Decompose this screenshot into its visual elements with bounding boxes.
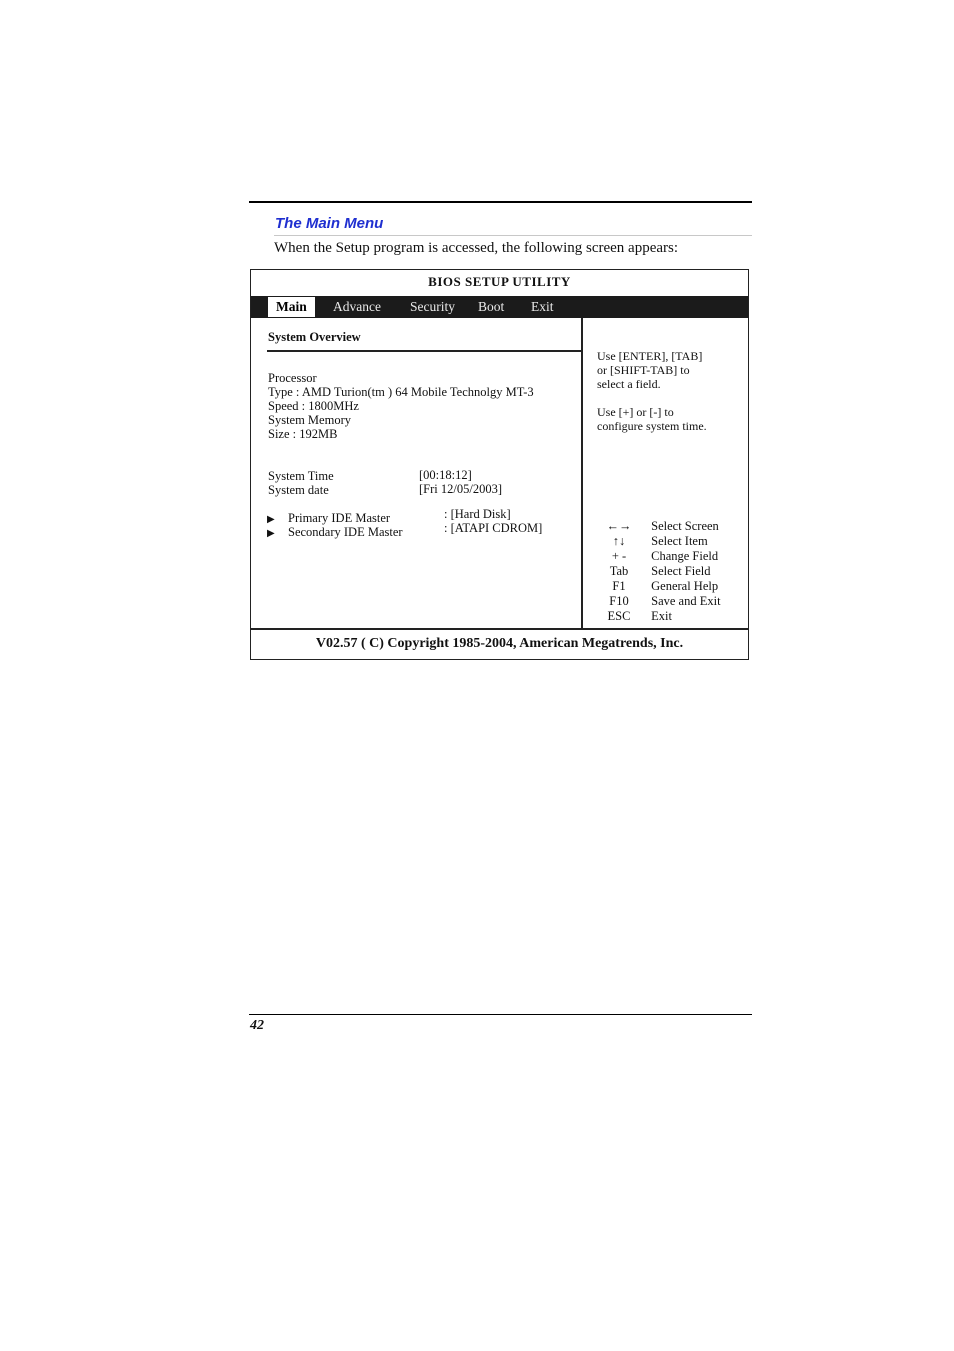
key-action: Exit xyxy=(651,609,672,623)
key-action: Select Field xyxy=(651,564,711,578)
bios-menu-bar xyxy=(251,296,748,318)
panel-divider-vertical xyxy=(581,318,583,629)
processor-type: Type : AMD Turion(tm ) 64 Mobile Technolgy MT-3 xyxy=(268,385,534,399)
primary-submenu-arrow-icon: ▶ xyxy=(267,514,275,525)
key-label: F10 xyxy=(609,594,629,608)
key-action: Select Screen xyxy=(651,519,719,533)
help-line-2: or [SHIFT-TAB] to xyxy=(597,363,690,377)
processor-label: Processor xyxy=(268,371,317,385)
tab-boot[interactable]: Boot xyxy=(478,299,505,314)
system-memory-label: System Memory xyxy=(268,413,351,427)
left-right-arrows-icon: ←→ xyxy=(606,519,632,533)
title-underline xyxy=(274,235,752,236)
secondary-submenu-arrow-icon: ▶ xyxy=(267,528,275,539)
help-line-3: select a field. xyxy=(597,377,661,391)
key-row-select-field xyxy=(601,564,711,579)
key-row-save-exit xyxy=(601,594,721,609)
tab-advance[interactable]: Advance xyxy=(333,299,381,314)
tab-security[interactable]: Security xyxy=(410,299,455,314)
key-row-change-field xyxy=(601,549,718,564)
help-line-5: configure system time. xyxy=(597,419,707,433)
bios-title: BIOS SETUP UTILITY xyxy=(428,274,571,289)
key-action: General Help xyxy=(651,579,719,593)
system-time-value[interactable]: [00:18:12] xyxy=(419,468,472,482)
primary-ide-master-value: : [Hard Disk] xyxy=(444,507,511,521)
key-row-select-screen xyxy=(601,519,719,534)
primary-ide-master-label[interactable]: Primary IDE Master xyxy=(288,511,391,525)
key-row-exit xyxy=(601,609,672,624)
intro-text: When the Setup program is accessed, the following screen appears: xyxy=(274,240,679,256)
bios-copyright-footer: V02.57 ( C) Copyright 1985-2004, American Megatrends, Inc. xyxy=(315,636,684,651)
bios-screen xyxy=(250,269,749,660)
system-date-label: System date xyxy=(268,483,329,497)
key-action: Save and Exit xyxy=(651,594,721,608)
top-rule xyxy=(249,201,752,203)
key-label: F1 xyxy=(612,579,626,593)
tab-exit[interactable]: Exit xyxy=(531,299,554,314)
system-time-label: System Time xyxy=(268,469,334,483)
help-line-1: Use [ENTER], [TAB] xyxy=(597,349,703,363)
bottom-rule xyxy=(249,1014,752,1015)
page-number: 42 xyxy=(250,1018,264,1033)
panel-divider-horizontal xyxy=(251,628,748,630)
key-label: + - xyxy=(611,549,627,563)
memory-size: Size : 192MB xyxy=(268,427,338,441)
up-down-arrows-icon: ↑↓ xyxy=(612,534,626,548)
key-row-select-item xyxy=(601,534,708,549)
overview-underline xyxy=(267,350,581,352)
system-date-value[interactable]: [Fri 12/05/2003] xyxy=(419,482,502,496)
secondary-ide-master-value: : [ATAPI CDROM] xyxy=(444,521,543,535)
help-line-4: Use [+] or [-] to xyxy=(597,405,674,419)
tab-main[interactable]: Main xyxy=(268,297,315,317)
key-row-general-help xyxy=(601,579,718,594)
section-title: The Main Menu xyxy=(275,215,384,232)
key-action: Select Item xyxy=(651,534,708,548)
system-overview-heading: System Overview xyxy=(268,330,361,344)
secondary-ide-master-label[interactable]: Secondary IDE Master xyxy=(288,525,403,539)
key-action: Change Field xyxy=(651,549,719,563)
key-label: Tab xyxy=(609,564,629,578)
key-label: ESC xyxy=(607,609,631,623)
processor-speed: Speed : 1800MHz xyxy=(268,399,359,413)
